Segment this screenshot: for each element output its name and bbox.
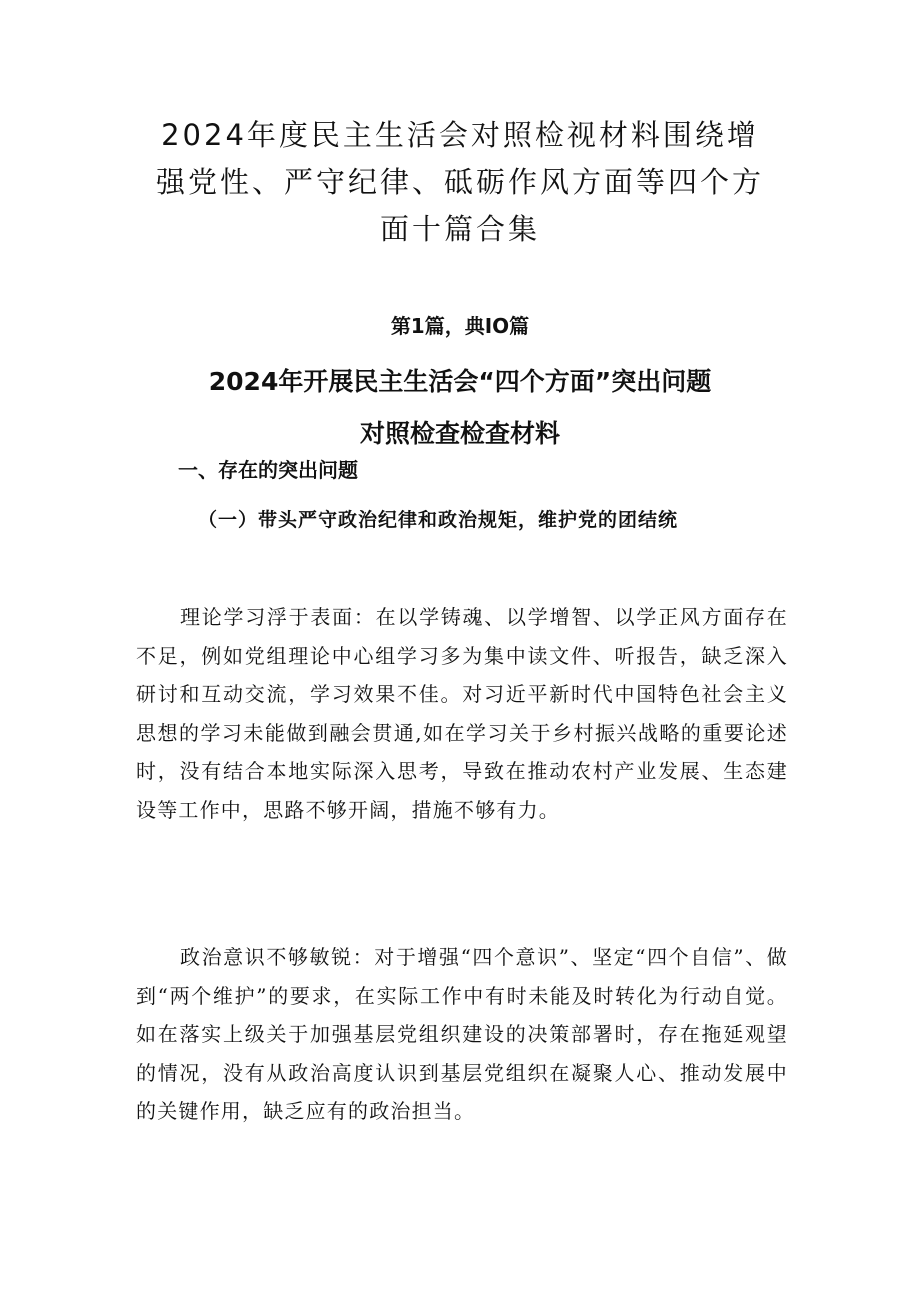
- document-title-line: 2024年度民主生活会对照检视材料围绕增: [161, 118, 759, 152]
- subsection-heading: （一）带头严守政治纪律和政治规矩，维护党的团结统: [198, 509, 679, 531]
- document-title-line: 强党性、严守纪律、砥砺作风方面等四个方: [155, 165, 764, 199]
- body-paragraph: 理论学习浮于表面：在以学铸魂、以学增智、以学正风方面存在不足，例如党组理论中心组学习多为集中读文件、听报告，缺乏深入研讨和互动交流，学习效果不佳。对习近平新时代中国特色社会主义思想的学习未能做到融会贯通,如在学习关于乡村振兴战略的重要论述时，没有结合本地实际深入思考，导致在推动农村产业发展、生态建设等工作中，思路不够开阔，措施不够有力。: [136, 605, 788, 822]
- article-subtitle-line: 2024年开展民主生活会“四个方面”突出问题: [208, 367, 712, 396]
- article-subtitle-line: 对照检查检查材料: [359, 419, 560, 448]
- part-label: 第1篇，典IO篇: [390, 314, 530, 338]
- document-title: [120, 112, 800, 253]
- article-subtitle: [120, 356, 800, 460]
- document-title-line: 面十篇合集: [379, 212, 540, 246]
- section-heading: 一、存在的突出问题: [178, 458, 358, 482]
- body-paragraph: 政治意识不够敏锐：对于增强“四个意识”、坚定“四个自信”、做到“两个维护”的要求，在实际工作中有时未能及时转化为行动自觉。如在落实上级关于加强基层党组织建设的决策部署时，存在拖延观望的情况，没有从政治高度认识到基层党组织在凝聚人心、推动发展中的关键作用，缺乏应有的政治担当。: [136, 945, 788, 1123]
